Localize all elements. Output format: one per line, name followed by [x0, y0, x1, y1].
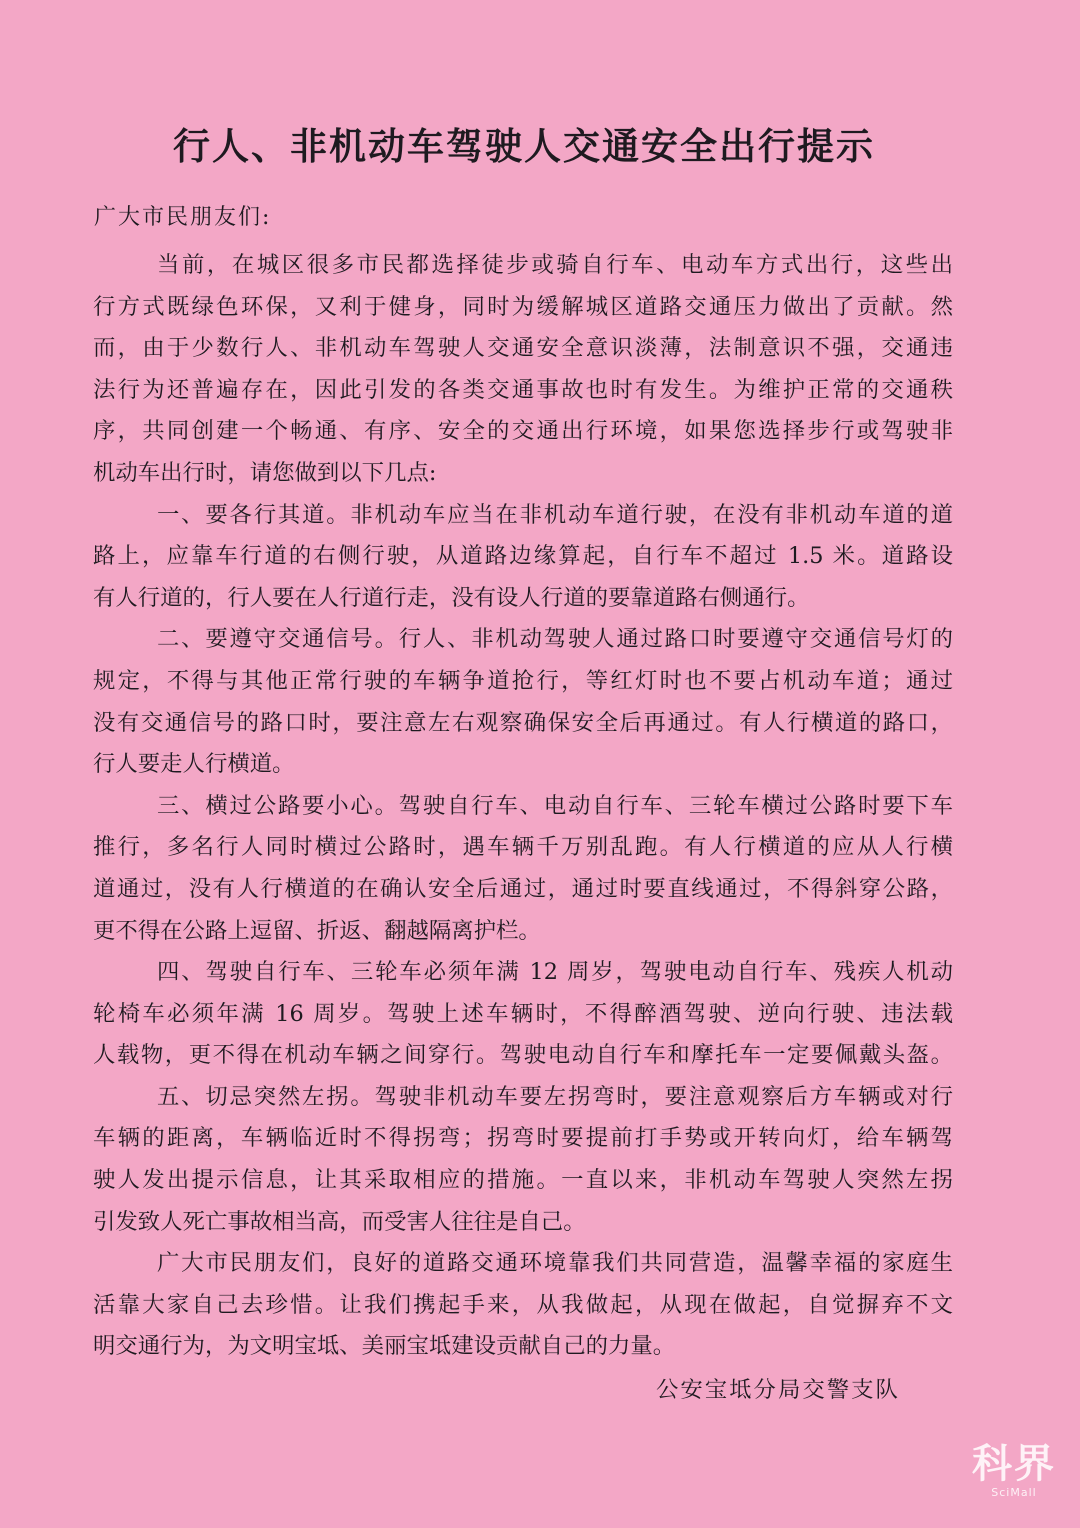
- body-line: 当前，在城区很多市民都选择徒步或骑自行车、电动车方式出行，这些出: [157, 252, 953, 278]
- body-line: 二、要遵守交通信号。行人、非机动驾驶人通过路口时要遵守交通信号灯的: [157, 626, 953, 653]
- body-line: 机动车出行时，请您做到以下几点:: [93, 459, 437, 486]
- watermark-logo-text: 科界: [972, 1440, 1056, 1487]
- body-line: 活靠大家自己去珍惜。让我们携起手来，从我做起，从现在做起，自觉摒弃不文: [93, 1291, 953, 1318]
- document-title: 行人、非机动车驾驶人交通安全出行提示: [173, 125, 875, 168]
- body-line: 更不得在公路上逗留、折返、翻越隔离护栏。: [93, 917, 541, 944]
- body-line: 有人行道的，行人要在人行道行走，没有设人行道的要靠道路右侧通行。: [93, 584, 810, 611]
- signature: 公安宝坻分局交警支队: [656, 1377, 900, 1403]
- salutation: 广大市民朋友们:: [94, 205, 272, 230]
- body-line: 序，共同创建一个畅通、有序、安全的交通出行环境，如果您选择步行或驾驶非: [93, 418, 953, 445]
- document-body: [93, 245, 953, 1368]
- body-line: 驶人发出提示信息，让其采取相应的措施。一直以来，非机动车驾驶人突然左拐: [93, 1167, 953, 1194]
- body-line: 一、要各行其道。非机动车应当在非机动车道行驶，在没有非机动车道的道: [157, 501, 953, 528]
- body-line: 法行为还普遍存在，因此引发的各类交通事故也时有发生。为维护正常的交通秩: [93, 376, 953, 403]
- body-line: 四、驾驶自行车、三轮车必须年满 12 周岁，驾驶电动自行车、残疾人机动: [157, 959, 953, 986]
- body-line: 三、横过公路要小心。驾驶自行车、电动自行车、三轮车横过公路时要下车: [157, 792, 953, 819]
- body-line: 路上，应靠车行道的右侧行驶，从道路边缘算起，自行车不超过 1.5 米。道路设: [93, 543, 953, 570]
- watermark-subtext: SciMall: [991, 1486, 1037, 1499]
- body-line: 明交通行为，为文明宝坻、美丽宝坻建设贡献自己的力量。: [93, 1333, 676, 1360]
- body-line: 道通过，没有人行横道的在确认安全后通过，通过时要直线通过，不得斜穿公路，: [93, 875, 953, 902]
- body-line: 五、切忌突然左拐。驾驶非机动车要左拐弯时，要注意观察后方车辆或对行: [157, 1083, 953, 1110]
- body-line: 行人要走人行横道。: [93, 751, 295, 778]
- body-line: 而，由于少数行人、非机动车驾驶人交通安全意识淡薄，法制意识不强，交通违: [93, 335, 953, 362]
- body-line: 行方式既绿色环保，又利于健身，同时为缓解城区道路交通压力做出了贡献。然: [93, 293, 953, 320]
- body-line: 轮椅车必须年满 16 周岁。驾驶上述车辆时，不得醉酒驾驶、逆向行驶、违法载: [93, 1000, 953, 1027]
- body-line: 广大市民朋友们，良好的道路交通环境靠我们共同营造，温馨幸福的家庭生: [157, 1250, 953, 1277]
- body-line: 没有交通信号的路口时，要注意左右观察确保安全后再通过。有人行横道的路口，: [93, 709, 953, 736]
- body-line: 车辆的距离，车辆临近时不得拐弯；拐弯时要提前打手势或开转向灯，给车辆驾: [93, 1125, 953, 1152]
- watermark-logo: [966, 1442, 1062, 1500]
- body-line: 引发致人死亡事故相当高，而受害人往往是自己。: [93, 1208, 586, 1235]
- body-line: 人载物，更不得在机动车辆之间穿行。驾驶电动自行车和摩托车一定要佩戴头盔。: [93, 1042, 953, 1069]
- body-line: 规定，不得与其他正常行驶的车辆争道抢行，等红灯时也不要占机动车道；通过: [93, 667, 953, 694]
- body-line: 推行，多名行人同时横过公路时，遇车辆千万别乱跑。有人行横道的应从人行横: [93, 834, 953, 861]
